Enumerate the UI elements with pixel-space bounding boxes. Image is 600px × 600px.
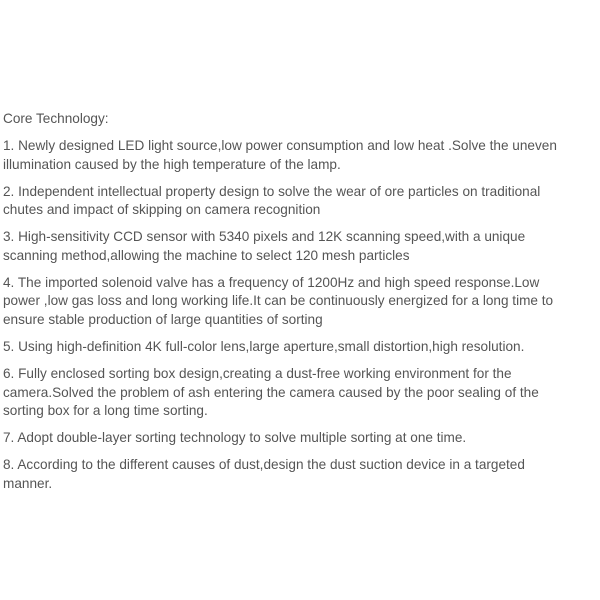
section-heading: Core Technology: <box>3 111 109 126</box>
list-item: 2. Independent intellectual property design to solve the wear of ore particles on traditional chutes and impact of skipping on camera recognition <box>3 183 541 218</box>
document-body <box>3 110 597 502</box>
list-item: 8. According to the different causes of dust,design the dust suction device in a targeted manner. <box>3 457 525 491</box>
list-item: 3. High-sensitivity CCD sensor with 5340 pixels and 12K scanning speed,with a unique scanning method,allowing the machine to select 120 mesh particles <box>3 229 526 263</box>
list-item: 5. Using high-definition 4K full-color lens,large aperture,small distortion,high resolution. <box>3 338 525 354</box>
list-item: 7. Adopt double-layer sorting technology to solve multiple sorting at one time. <box>3 430 467 446</box>
list-item: 4. The imported solenoid valve has a frequency of 1200Hz and high speed response.Low power ,low gas loss and long working life.It can be continuously energized for a long time to ensure stable production of large quantities of sorting <box>3 275 554 327</box>
list-item: 6. Fully enclosed sorting box design,creating a dust-free working environment for the camera.Solved the problem of ash entering the camera caused by the poor sealing of the sorting box for a long time sorting. <box>3 366 539 418</box>
list-item: 1. Newly designed LED light source,low power consumption and low heat .Solve the uneven illumination caused by the high temperature of the lamp. <box>3 138 557 172</box>
